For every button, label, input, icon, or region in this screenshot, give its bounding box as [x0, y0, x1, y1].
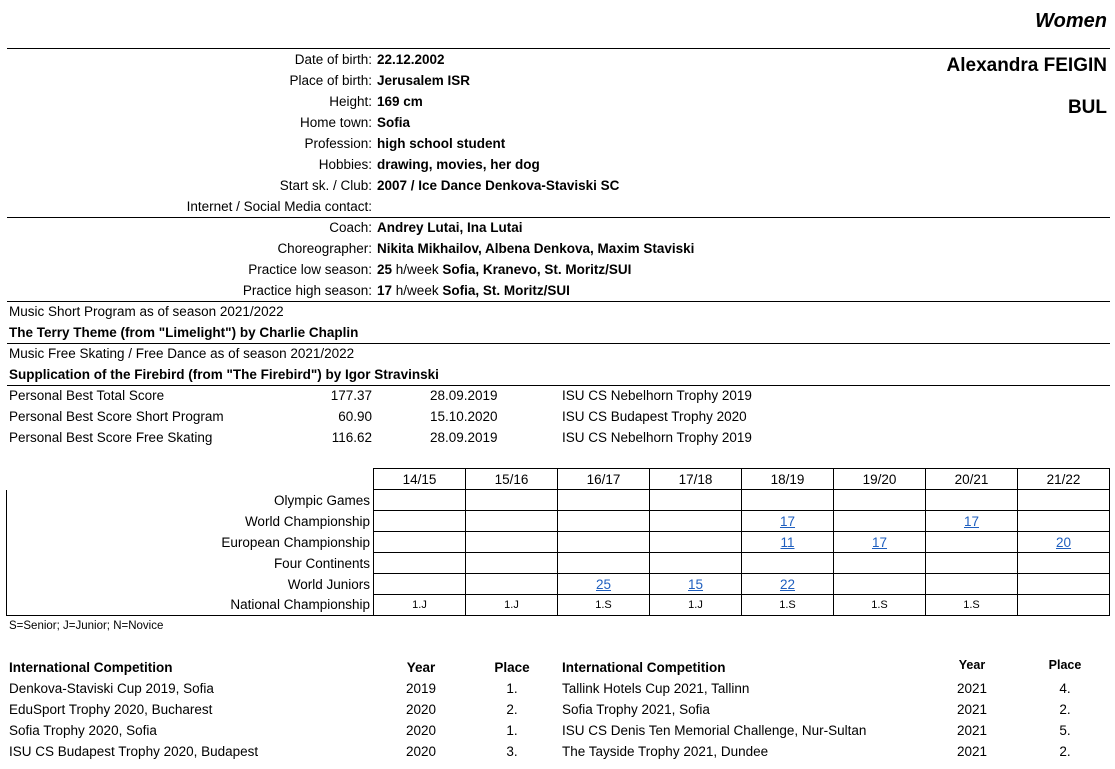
pb-label: Personal Best Score Short Program	[9, 409, 224, 424]
row-label: Four Continents	[7, 553, 374, 574]
divider	[7, 217, 1110, 218]
training-value: Andrey Lutai, Ina Lutai	[377, 220, 523, 235]
competition-name: ISU CS Denis Ten Memorial Challenge, Nur-Sultan	[562, 723, 867, 738]
table-row	[7, 595, 1110, 616]
row-label: World Juniors	[7, 574, 374, 595]
result-link[interactable]: 17	[963, 513, 980, 529]
bio-value: Jerusalem ISR	[377, 73, 471, 88]
bio-label: Place of birth:	[289, 73, 372, 88]
competition-name: The Tayside Trophy 2021, Dundee	[562, 744, 769, 759]
divider	[7, 343, 1110, 344]
bio-value: Sofia	[377, 115, 411, 130]
result-link[interactable]: 11	[780, 534, 795, 550]
competition-place: 3.	[506, 744, 518, 759]
result-cell: 1.S	[834, 595, 926, 616]
result-cell: 1.J	[466, 595, 558, 616]
row-label: Olympic Games	[7, 490, 374, 511]
bio-label: Hobbies:	[318, 157, 372, 172]
competition-place: 1.	[506, 723, 518, 738]
training-value	[377, 283, 570, 298]
music-short-title: The Terry Theme (from "Limelight") by Charlie Chaplin	[9, 325, 359, 340]
bio-label: Internet / Social Media contact:	[186, 199, 372, 214]
competition-year: 2021	[956, 681, 988, 696]
bio-value: high school student	[377, 136, 506, 151]
pb-score: 116.62	[331, 430, 372, 445]
season-header: 21/22	[1018, 469, 1110, 490]
pb-date: 15.10.2020	[430, 409, 498, 424]
training-label: Practice high season:	[242, 283, 372, 298]
bio-value: 169 cm	[377, 94, 423, 109]
table-row	[7, 532, 1110, 553]
training-label: Coach:	[329, 220, 372, 235]
season-header: 19/20	[834, 469, 926, 490]
competition-name: Denkova-Staviski Cup 2019, Sofia	[9, 681, 214, 696]
pb-event: ISU CS Budapest Trophy 2020	[562, 409, 747, 424]
result-cell: 1.S	[558, 595, 650, 616]
competition-place: 2.	[506, 702, 518, 717]
season-header: 20/21	[926, 469, 1018, 490]
music-free-title: Supplication of the Firebird (from "The Firebird") by Igor Stravinski	[9, 367, 439, 382]
competition-year: 2020	[405, 702, 437, 717]
row-label: World Championship	[7, 511, 374, 532]
result-cell: 1.J	[650, 595, 742, 616]
pb-score: 60.90	[338, 409, 372, 424]
competition-year: 2021	[956, 744, 988, 759]
result-cell	[1018, 595, 1110, 616]
athlete-nation: BUL	[1067, 97, 1107, 118]
place-header: Place	[1048, 658, 1082, 672]
pb-date: 28.09.2019	[430, 388, 498, 403]
bio-label: Date of birth:	[294, 52, 372, 67]
competition-year: 2020	[405, 723, 437, 738]
athlete-name: Alexandra FEIGIN	[946, 55, 1107, 76]
competition-year: 2019	[405, 681, 437, 696]
competition-place: 5.	[1059, 723, 1071, 738]
music-short-label: Music Short Program as of season 2021/2022	[9, 304, 284, 319]
season-header: 14/15	[374, 469, 466, 490]
category-title: Women	[1035, 10, 1107, 32]
place-header: Place	[494, 660, 530, 675]
row-label: European Championship	[7, 532, 374, 553]
divider	[7, 48, 1110, 49]
bio-value: 22.12.2002	[377, 52, 445, 67]
competition-header: International Competition	[9, 660, 173, 675]
competition-name: Sofia Trophy 2021, Sofia	[562, 702, 710, 717]
music-free-label: Music Free Skating / Free Dance as of season 2021/2022	[9, 346, 355, 361]
table-row	[7, 511, 1110, 532]
level-legend: S=Senior; J=Junior; N=Novice	[9, 620, 164, 632]
bio-label: Height:	[329, 94, 372, 109]
competition-name: Tallink Hotels Cup 2021, Tallinn	[562, 681, 750, 696]
year-header: Year	[406, 660, 436, 675]
season-header: 15/16	[466, 469, 558, 490]
table-corner	[7, 469, 374, 490]
competition-name: EduSport Trophy 2020, Bucharest	[9, 702, 213, 717]
pb-event: ISU CS Nebelhorn Trophy 2019	[562, 430, 752, 445]
competition-year: 2021	[956, 723, 988, 738]
practice-unit: h/week	[395, 262, 439, 277]
competition-place: 4.	[1059, 681, 1071, 696]
result-link[interactable]: 22	[779, 576, 796, 592]
competition-year: 2020	[405, 744, 437, 759]
practice-hours: 17	[377, 283, 393, 298]
competition-place: 2.	[1059, 744, 1071, 759]
bio-label: Start sk. / Club:	[279, 178, 372, 193]
competition-name: ISU CS Budapest Trophy 2020, Budapest	[9, 744, 259, 759]
pb-date: 28.09.2019	[430, 430, 498, 445]
pb-label: Personal Best Total Score	[9, 388, 165, 403]
competition-year: 2021	[956, 702, 988, 717]
divider	[7, 301, 1110, 302]
training-value: Nikita Mikhailov, Albena Denkova, Maxim Staviski	[377, 241, 695, 256]
result-link[interactable]: 20	[1055, 534, 1072, 550]
practice-unit: h/week	[395, 283, 439, 298]
training-value	[377, 262, 631, 277]
competition-name: Sofia Trophy 2020, Sofia	[9, 723, 157, 738]
bio-label: Profession:	[304, 136, 372, 151]
pb-event: ISU CS Nebelhorn Trophy 2019	[562, 388, 752, 403]
table-row	[7, 553, 1110, 574]
practice-place: Sofia, Kranevo, St. Moritz/SUI	[442, 262, 632, 277]
table-row	[7, 574, 1110, 595]
championship-history-table	[6, 468, 1110, 616]
pb-score: 177.37	[330, 388, 372, 403]
bio-value: 2007 / Ice Dance Denkova-Staviski SC	[377, 178, 620, 193]
practice-place: Sofia, St. Moritz/SUI	[442, 283, 570, 298]
table-row	[7, 490, 1110, 511]
training-label: Choreographer:	[277, 241, 372, 256]
competition-place: 2.	[1059, 702, 1071, 717]
practice-hours: 25	[377, 262, 393, 277]
season-header: 18/19	[742, 469, 834, 490]
result-link[interactable]: 17	[779, 513, 796, 529]
season-header: 16/17	[558, 469, 650, 490]
result-cell: 1.S	[742, 595, 834, 616]
result-link[interactable]: 15	[687, 576, 704, 592]
result-link[interactable]: 17	[871, 534, 888, 550]
row-label: National Championship	[7, 595, 374, 616]
result-link[interactable]: 25	[595, 576, 612, 592]
competition-place: 1.	[506, 681, 518, 696]
bio-label: Home town:	[299, 115, 372, 130]
result-cell: 1.J	[374, 595, 466, 616]
divider	[7, 385, 1110, 386]
bio-value: drawing, movies, her dog	[377, 157, 540, 172]
year-header: Year	[958, 658, 986, 672]
training-label: Practice low season:	[248, 262, 372, 277]
pb-label: Personal Best Score Free Skating	[9, 430, 213, 445]
competition-header: International Competition	[562, 660, 726, 675]
season-header: 17/18	[650, 469, 742, 490]
result-cell: 1.S	[926, 595, 1018, 616]
